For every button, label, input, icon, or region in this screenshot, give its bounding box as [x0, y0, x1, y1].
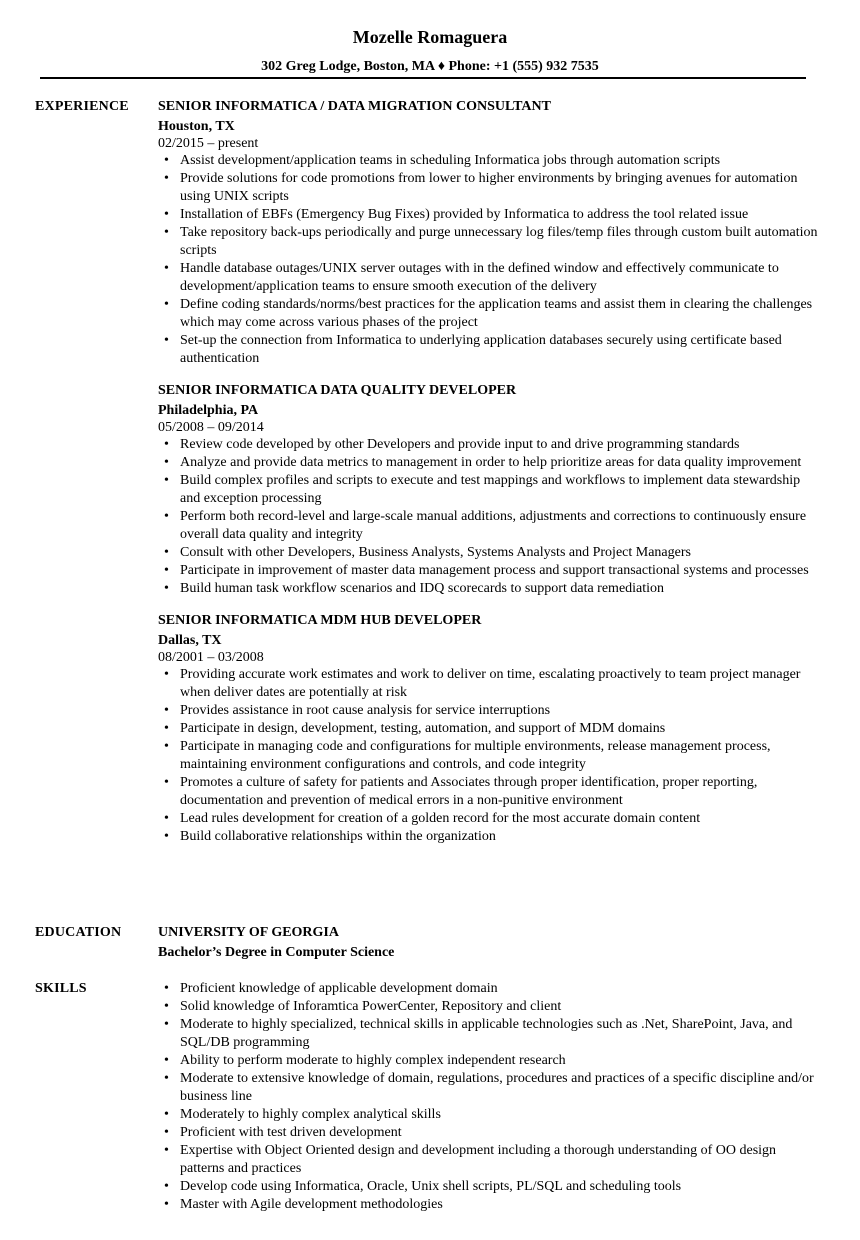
- job-bullet: • Take repository back-ups periodically and purge unnecessary log files/temp files through custom built automation scripts: [158, 224, 818, 260]
- job-bullet: • Participate in managing code and configurations for multiple environments, release management process, maintaining environment configurations and controls, and code integrity: [158, 738, 818, 774]
- skills-list: [158, 980, 818, 1214]
- contact-line: 302 Greg Lodge, Boston, MA ♦ Phone: +1 (555) 932 7535: [261, 59, 599, 74]
- job-bullet: • Perform both record-level and large-scale manual additions, adjustments and corrections to continuously ensure overall data quality and integrity: [158, 508, 818, 544]
- candidate-name: Mozelle Romaguera: [352, 27, 508, 47]
- job-bullet: • Installation of EBFs (Emergency Bug Fixes) provided by Informatica to address the tool related issue: [158, 206, 818, 224]
- degree: Bachelor’s Degree in Computer Science: [158, 945, 395, 960]
- job-bullet: • Consult with other Developers, Business Analysts, Systems Analysts and Project Managers: [158, 544, 818, 562]
- job-dates: 08/2001 – 03/2008: [158, 650, 264, 665]
- job-title: SENIOR INFORMATICA DATA QUALITY DEVELOPER: [158, 383, 517, 398]
- experience-body: [158, 98, 818, 860]
- job-bullet: • Build collaborative relationships within the organization: [158, 828, 818, 846]
- skill-item: • Moderate to extensive knowledge of domain, regulations, procedures and practices of a specific discipline and/or business line: [158, 1070, 818, 1106]
- job-bullet: • Define coding standards/norms/best practices for the application teams and assist them in clearing the challenges which may come across various phases of the project: [158, 296, 818, 332]
- job-title: SENIOR INFORMATICA / DATA MIGRATION CONSULTANT: [158, 99, 551, 114]
- job-bullet: • Build human task workflow scenarios and IDQ scorecards to support data remediation: [158, 580, 818, 598]
- job-bullet: • Build complex profiles and scripts to execute and test mappings and workflows to implement data stewardship and exception processing: [158, 472, 818, 508]
- job-location: Philadelphia, PA: [158, 403, 259, 418]
- school-name: UNIVERSITY OF GEORGIA: [158, 925, 339, 940]
- job-bullet: • Review code developed by other Developers and provide input to and drive programming standards: [158, 436, 818, 454]
- education-label: EDUCATION: [35, 925, 122, 940]
- job-bullets: [158, 436, 818, 598]
- job-bullets: [158, 666, 818, 846]
- job-bullet: • Provides assistance in root cause analysis for service interruptions: [158, 702, 818, 720]
- skill-item: • Master with Agile development methodologies: [158, 1196, 818, 1214]
- job-bullet: • Set-up the connection from Informatica to underlying application databases securely using certificate based authentication: [158, 332, 818, 368]
- job-bullet: • Providing accurate work estimates and work to deliver on time, escalating proactively to team project manager when deliver dates are potentially at risk: [158, 666, 818, 702]
- job-bullet: • Assist development/application teams in scheduling Informatica jobs through automation scripts: [158, 152, 818, 170]
- skill-item: • Moderate to highly specialized, technical skills in applicable technologies such as .Net, SharePoint, Java, and SQL/DB programming: [158, 1016, 818, 1052]
- skills-label: SKILLS: [35, 981, 87, 996]
- job-location: Houston, TX: [158, 119, 235, 134]
- experience-label: EXPERIENCE: [35, 99, 129, 114]
- skill-item: • Develop code using Informatica, Oracle, Unix shell scripts, PL/SQL and scheduling tools: [158, 1178, 818, 1196]
- job-bullet: • Participate in design, development, testing, automation, and support of MDM domains: [158, 720, 818, 738]
- job-bullet: • Analyze and provide data metrics to management in order to help prioritize areas for data quality improvement: [158, 454, 818, 472]
- job-bullet: • Provide solutions for code promotions from lower to higher environments by bringing avenues for automation using UNIX scripts: [158, 170, 818, 206]
- job-location: Dallas, TX: [158, 633, 222, 648]
- skill-item: • Expertise with Object Oriented design and development including a thorough understanding of OO design patterns and practices: [158, 1142, 818, 1178]
- job-bullet: • Participate in improvement of master data management process and support transactional systems and processes: [158, 562, 818, 580]
- skill-item: • Ability to perform moderate to highly complex independent research: [158, 1052, 818, 1070]
- job-entry: [158, 382, 818, 598]
- job-bullets: [158, 152, 818, 368]
- skill-item: • Moderately to highly complex analytical skills: [158, 1106, 818, 1124]
- skills-body: [158, 980, 818, 1214]
- job-title: SENIOR INFORMATICA MDM HUB DEVELOPER: [158, 613, 482, 628]
- job-entry: [158, 98, 818, 368]
- job-entry: [158, 612, 818, 846]
- education-body: [158, 924, 818, 962]
- header-divider: [40, 77, 806, 79]
- skill-item: • Proficient knowledge of applicable development domain: [158, 980, 818, 998]
- job-bullet: • Promotes a culture of safety for patients and Associates through proper identification, proper reporting, documentation and prevention of medical errors in a non-punitive environment: [158, 774, 818, 810]
- skill-item: • Proficient with test driven development: [158, 1124, 818, 1142]
- job-dates: 02/2015 – present: [158, 136, 259, 151]
- skill-item: • Solid knowledge of Inforamtica PowerCenter, Repository and client: [158, 998, 818, 1016]
- job-bullet: • Lead rules development for creation of a golden record for the most accurate domain content: [158, 810, 818, 828]
- job-dates: 05/2008 – 09/2014: [158, 420, 264, 435]
- job-bullet: • Handle database outages/UNIX server outages with in the defined window and effectively communicate to development/application teams to ensure smooth execution of the delivery: [158, 260, 818, 296]
